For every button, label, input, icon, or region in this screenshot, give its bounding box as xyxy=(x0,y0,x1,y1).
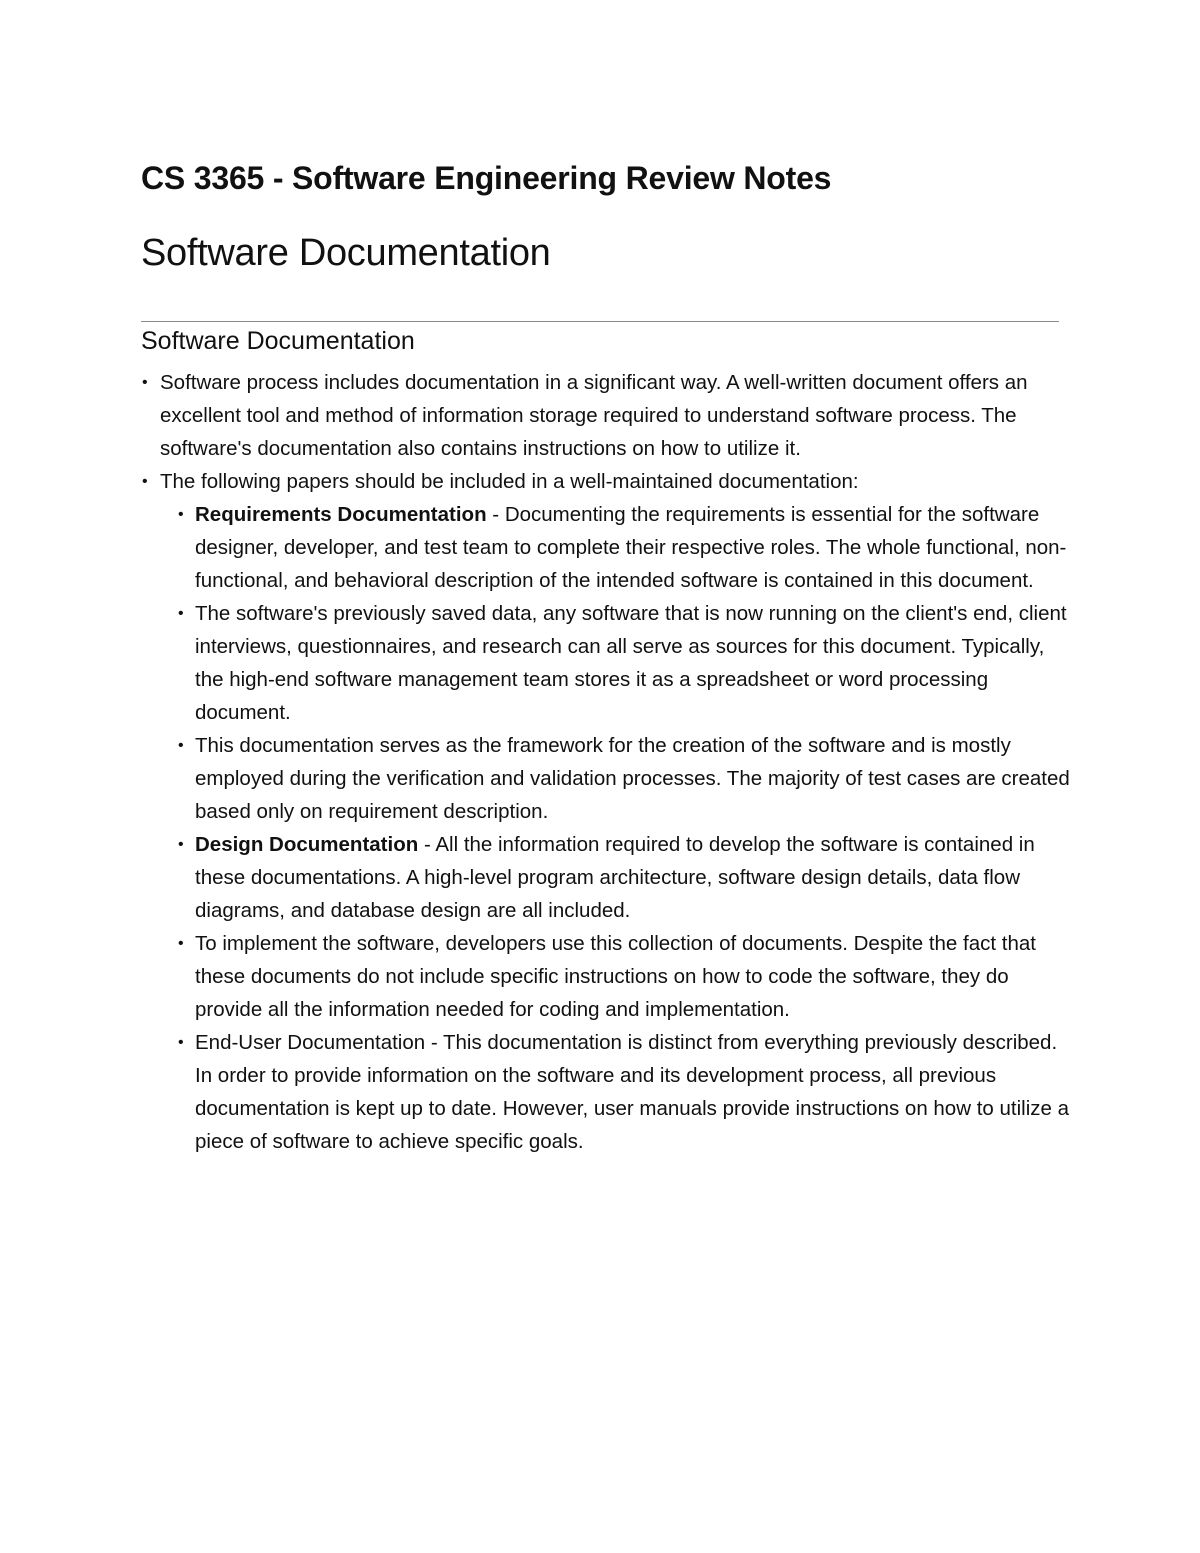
bullet-list xyxy=(141,366,1071,1158)
sub-list-item-text: To implement the software, developers use this collection of documents. Despite the fact that these documents do not include specific instructions on how to code the software, they do provide all the information needed for coding and implementation. xyxy=(195,932,1036,1021)
bullet-icon: • xyxy=(178,605,184,622)
sub-list-item xyxy=(160,498,1071,597)
sub-list-item xyxy=(160,597,1071,729)
sub-list-item xyxy=(160,828,1071,927)
sub-list-item-term: Requirements Documentation xyxy=(195,503,487,526)
bullet-icon: • xyxy=(178,935,184,952)
sub-list-item xyxy=(160,1026,1071,1158)
list-item xyxy=(141,366,1071,465)
list-item-text: Software process includes documentation in a significant way. A well-written document offers an excellent tool and method of information storage required to understand software process. The software's documentation also contains instructions on how to utilize it. xyxy=(160,371,1028,460)
bullet-icon: • xyxy=(142,473,148,490)
sub-list-item xyxy=(160,927,1071,1026)
section-divider xyxy=(141,321,1059,322)
bullet-icon: • xyxy=(178,836,184,853)
section-content xyxy=(141,366,1071,1158)
sub-list-item-term: Design Documentation xyxy=(195,833,419,856)
bullet-icon: • xyxy=(178,1034,184,1051)
list-item xyxy=(141,465,1071,1158)
list-item-text: The following papers should be included in a well-maintained documentation: xyxy=(160,470,859,493)
section-heading: Software Documentation xyxy=(141,327,415,355)
bullet-icon: • xyxy=(178,737,184,754)
sub-list-item-text: This documentation serves as the framework for the creation of the software and is mostly employed during the verification and validation processes. The majority of test cases are created based only on requirement description. xyxy=(195,734,1070,823)
bullet-icon: • xyxy=(178,506,184,523)
sub-list-item xyxy=(160,729,1071,828)
sub-bullet-list xyxy=(160,498,1071,1158)
document-title: CS 3365 - Software Engineering Review Notes xyxy=(141,160,832,196)
sub-list-item-text: - Documenting the requirements is essential for the software designer, developer, and test team to complete their respective roles. The whole functional, non-functional, and behavioral description of the intended software is contained in this document. xyxy=(195,503,1067,592)
sub-list-item-text: The software's previously saved data, any software that is now running on the client's end, client interviews, questionnaires, and research can all serve as sources for this document. Typically, the high-end software management team stores it as a spreadsheet or word processing document. xyxy=(195,602,1067,724)
document-subtitle: Software Documentation xyxy=(141,232,551,274)
sub-list-item-text: End-User Documentation - This documentation is distinct from everything previously described. In order to provide information on the software and its development process, all previous documentation is kept up to date. However, user manuals provide instructions on how to utilize a piece of software to achieve specific goals. xyxy=(195,1031,1070,1153)
sub-list-item-text: - All the information required to develop the software is contained in these documentations. A high-level program architecture, software design details, data flow diagrams, and database design are all included. xyxy=(195,833,1035,922)
bullet-icon: • xyxy=(142,374,148,391)
